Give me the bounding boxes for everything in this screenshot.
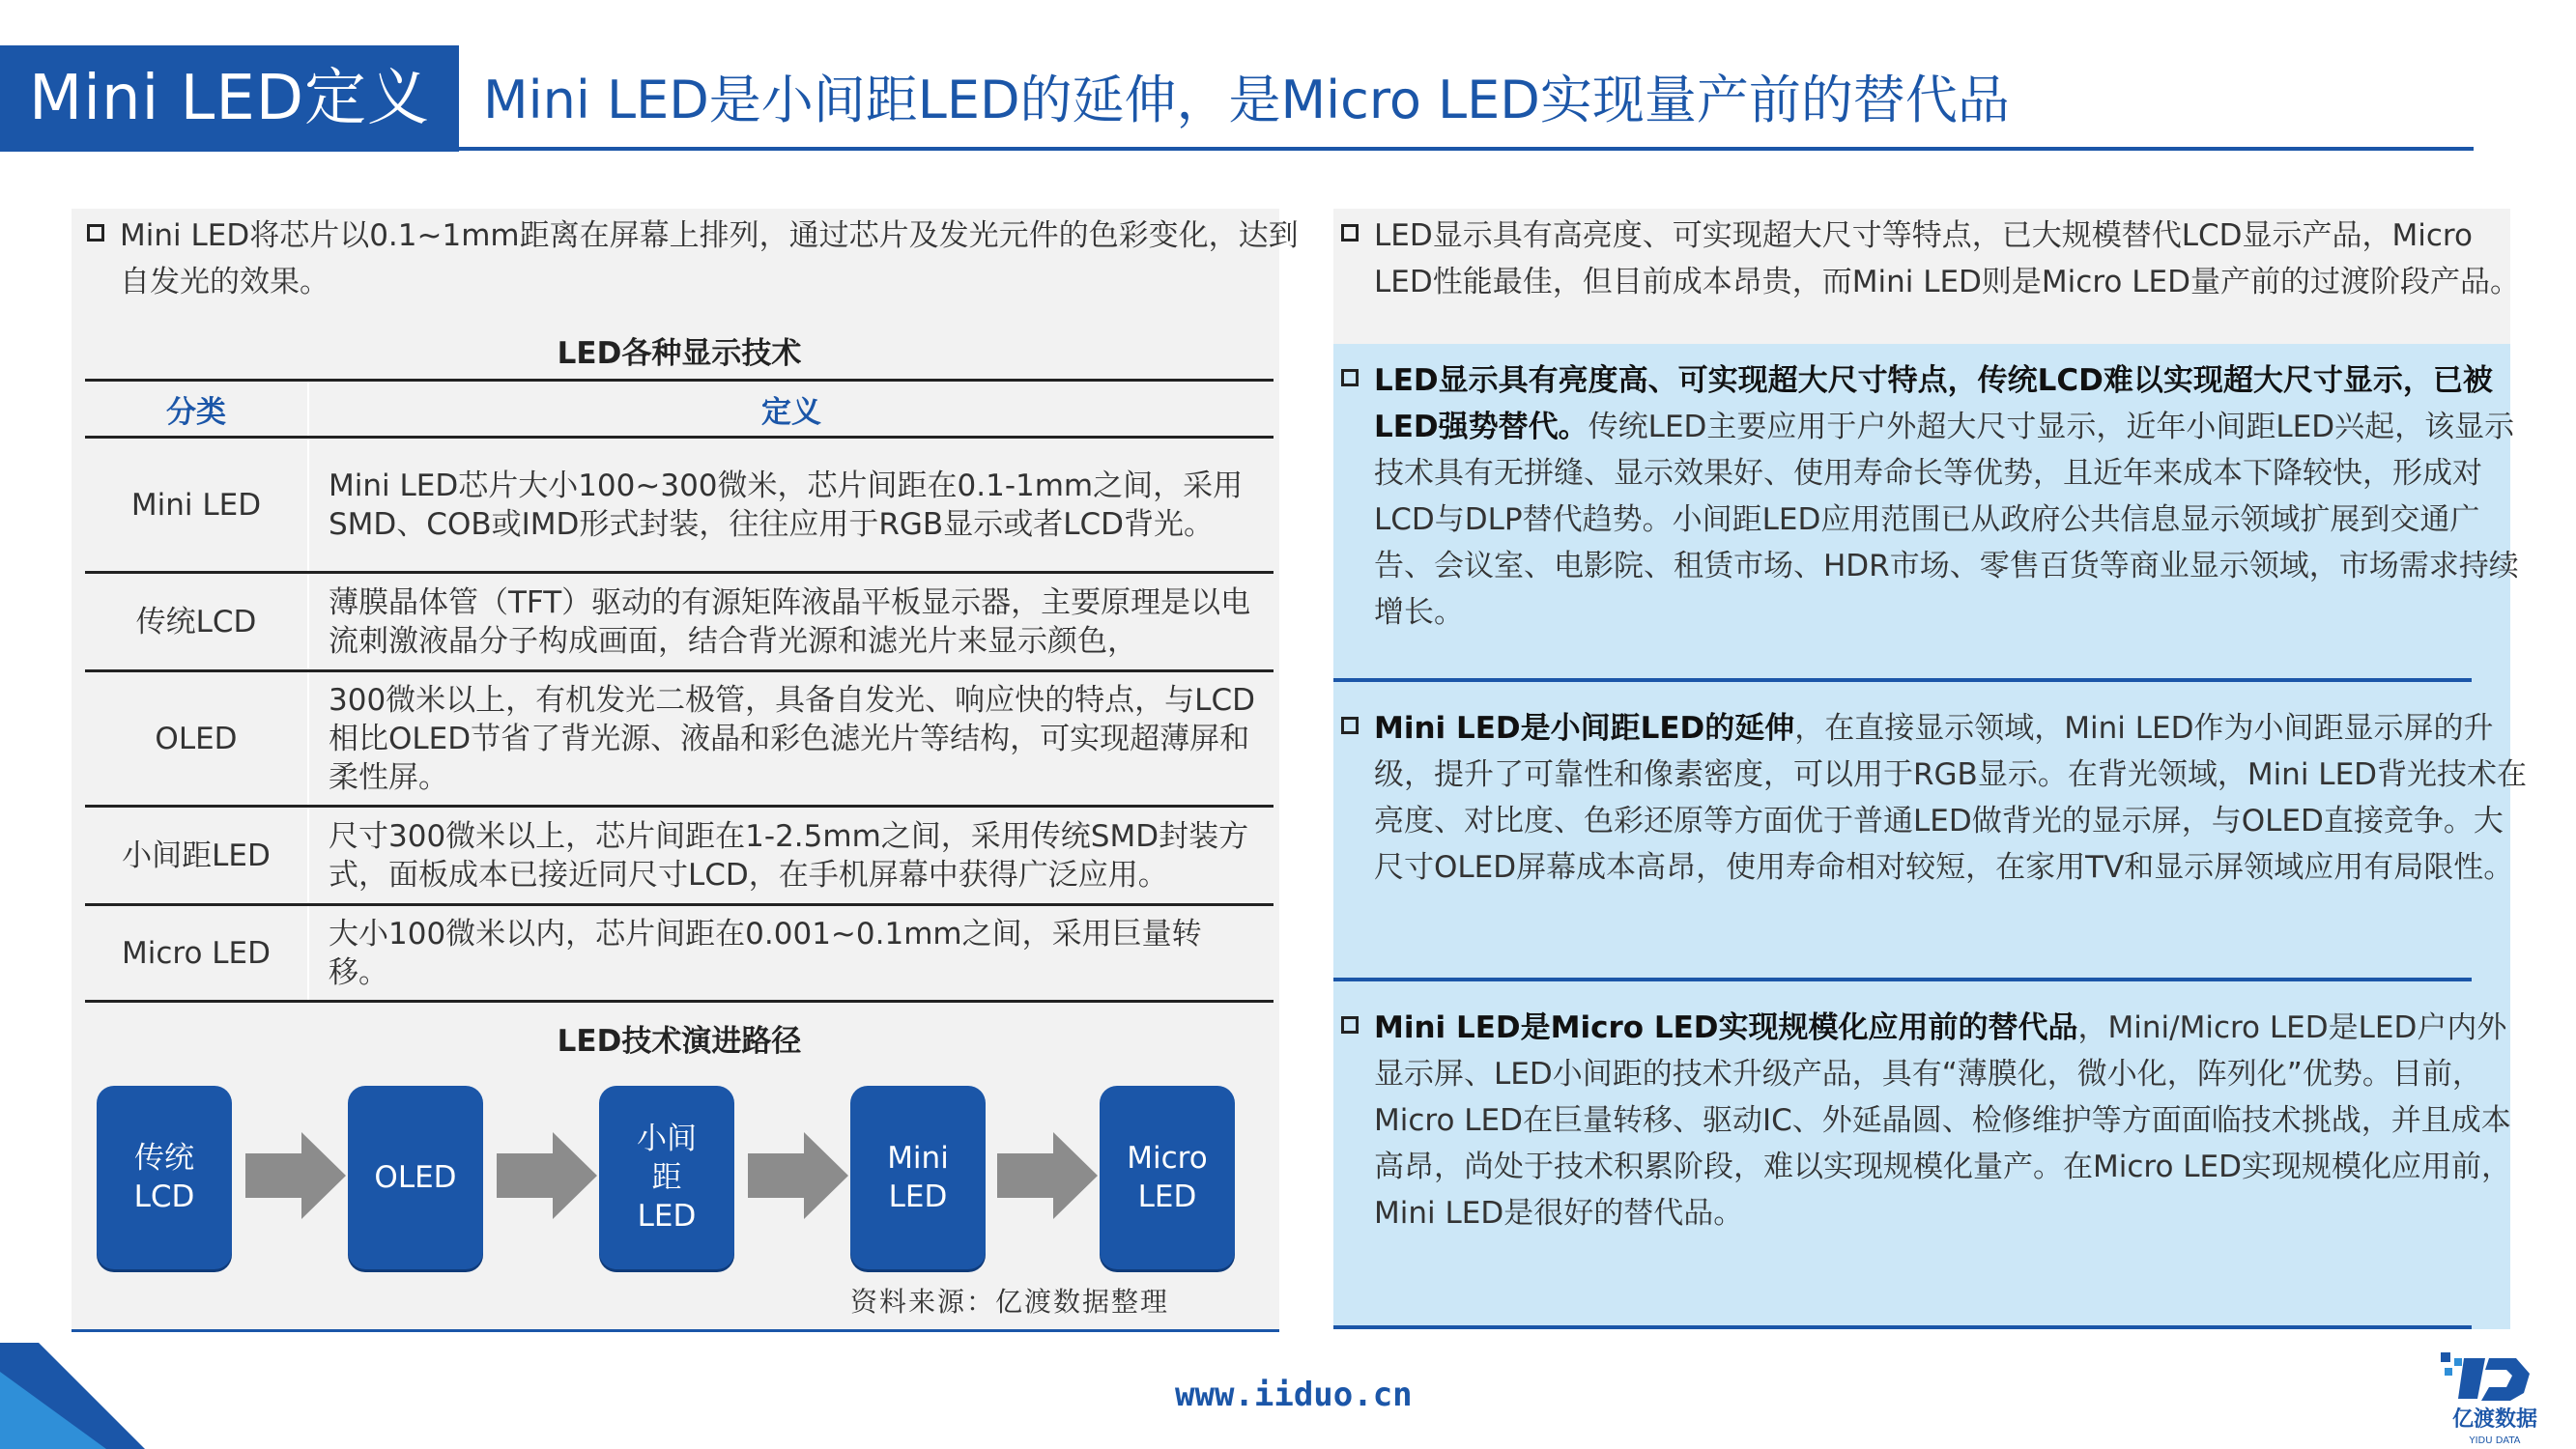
table-row xyxy=(85,438,1274,573)
left-intro-text: Mini LED将芯片以0.1~1mm距离在屏幕上排列，通过芯片及发光元件的色彩变化，达到自发光的效果。 xyxy=(120,218,1299,299)
row-definition: 300微米以上，有机发光二极管，具备自发光、响应快的特点，与LCD相比OLED节省了背光源、液晶和彩色滤光片等结构，可实现超薄屏和柔性屏。 xyxy=(308,671,1274,807)
table-row xyxy=(85,573,1274,671)
arrow-right-icon xyxy=(748,1132,848,1219)
point-divider xyxy=(1333,1325,2472,1329)
right-intro-text: LED显示具有高亮度、可实现超大尺寸等特点，已大规模替代LCD显示产品，Micro LED性能最佳，但目前成本昂贵，而Mini LED则是Micro LED量产前的过渡阶段产品。 xyxy=(1374,218,2520,299)
point-block xyxy=(1341,1005,2529,1236)
row-definition: 大小100微米以内，芯片间距在0.001~0.1mm之间，采用巨量转移。 xyxy=(308,905,1274,1002)
row-definition: Mini LED芯片大小100~300微米，芯片间距在0.1-1mm之间，采用SMD、COB或IMD形式封装，往往应用于RGB显示或者LCD背光。 xyxy=(308,438,1274,573)
point-text: 传统LED主要应用于户外超大尺寸显示，近年小间距LED兴起，该显示技术具有无拼缝、显示效果好、使用寿命长等优势，且近年来成本下降较快，形成对LCD与DLP替代趋势。小间距LED应用范围已从政府公共信息显示领域扩展到交通广告、会议室、电影院、租赁市场、HDR市场、零售百货等商业显示领域，市场需求持续增长。 xyxy=(1374,410,2519,630)
svg-text:亿渡数据: 亿渡数据 xyxy=(2451,1407,2538,1432)
header-divider xyxy=(459,147,2474,151)
bullet-square-icon xyxy=(1341,717,1359,734)
path-node: OLED xyxy=(348,1086,483,1269)
tech-table xyxy=(85,379,1274,1003)
row-definition: 尺寸300微米以上，芯片间距在1-2.5mm之间，采用传统SMD封装方式，面板成本已接近同尺寸LCD，在手机屏幕中获得广泛应用。 xyxy=(308,807,1274,905)
bullet-square-icon xyxy=(1341,1016,1359,1034)
left-panel-bottom-rule xyxy=(72,1329,1279,1332)
table-row xyxy=(85,905,1274,1002)
point-block xyxy=(1341,705,2529,891)
point-heading: Mini LED是Micro LED实现规模化应用前的替代品 xyxy=(1374,1010,2078,1045)
path-caption: LED技术演进路径 xyxy=(557,1024,802,1059)
point-heading: LED显示具有亮度高、可实现超大尺寸特点，传统LCD难以实现超大尺寸显示，已被LED强势替代。 xyxy=(1374,363,2493,444)
yidu-logo xyxy=(2435,1345,2561,1449)
point-block xyxy=(1341,357,2529,636)
table-header-category: 分类 xyxy=(85,381,308,438)
corner-decoration xyxy=(0,1343,155,1449)
row-category: Micro LED xyxy=(85,905,308,1002)
page-title: Mini LED是小间距LED的延伸，是Micro LED实现量产前的替代品 xyxy=(483,70,2010,130)
arrow-right-icon xyxy=(497,1132,597,1219)
svg-text:YIDU DATA: YIDU DATA xyxy=(2469,1435,2521,1446)
point-divider xyxy=(1333,978,2472,981)
arrow-right-icon xyxy=(997,1132,1098,1219)
path-node: Mini LED xyxy=(850,1086,986,1269)
arrow-right-icon xyxy=(245,1132,346,1219)
footer-url: www.iiduo.cn xyxy=(1175,1376,1413,1414)
point-heading: Mini LED是小间距LED的延伸 xyxy=(1374,711,1795,746)
section-label: Mini LED定义 xyxy=(0,45,459,152)
bullet-square-icon xyxy=(1341,224,1359,242)
row-category: Mini LED xyxy=(85,438,308,573)
table-row xyxy=(85,807,1274,905)
path-node: 小间距LED xyxy=(599,1086,734,1269)
right-intro xyxy=(1341,213,2529,305)
table-caption: LED各种显示技术 xyxy=(557,336,802,371)
point-text: ，在直接显示领域，Mini LED作为小间距显示屏的升级，提升了可靠性和像素密度，可以用于RGB显示。在背光领域，Mini LED背光技术在亮度、对比度、色彩还原等方面优于普通LED做背光的显示屏，与OLED直接竞争。大尺寸OLED屏幕成本高昂，使用寿命相对较短，在家用TV和显示屏领域应用有局限性。 xyxy=(1374,711,2528,885)
left-intro xyxy=(87,213,1303,305)
point-text: ，Mini/Micro LED是LED户内外显示屏、LED小间距的技术升级产品，具有“薄膜化，微小化，阵列化”优势。目前，Micro LED在巨量转移、驱动IC、外延晶圆、检修维护等方面面临技术挑战，并且成本高昂，尚处于技术积累阶段，难以实现规模化量产。在Micro LED实现规模化应用前，Mini LED是很好的替代品。 xyxy=(1374,1010,2512,1231)
row-category: OLED xyxy=(85,671,308,807)
row-category: 传统LCD xyxy=(85,573,308,671)
path-node: 传统LCD xyxy=(97,1086,232,1269)
source-note: 资料来源：亿渡数据整理 xyxy=(850,1286,1170,1318)
table-header-definition: 定义 xyxy=(308,381,1274,438)
table-row xyxy=(85,671,1274,807)
path-node: Micro LED xyxy=(1100,1086,1235,1269)
row-definition: 薄膜晶体管（TFT）驱动的有源矩阵液晶平板显示器，主要原理是以电流刺激液晶分子构成画面，结合背光源和滤光片来显示颜色， xyxy=(308,573,1274,671)
bullet-square-icon xyxy=(1341,369,1359,386)
row-category: 小间距LED xyxy=(85,807,308,905)
table-header-row xyxy=(85,381,1274,438)
bullet-square-icon xyxy=(87,224,104,242)
point-divider xyxy=(1333,678,2472,682)
